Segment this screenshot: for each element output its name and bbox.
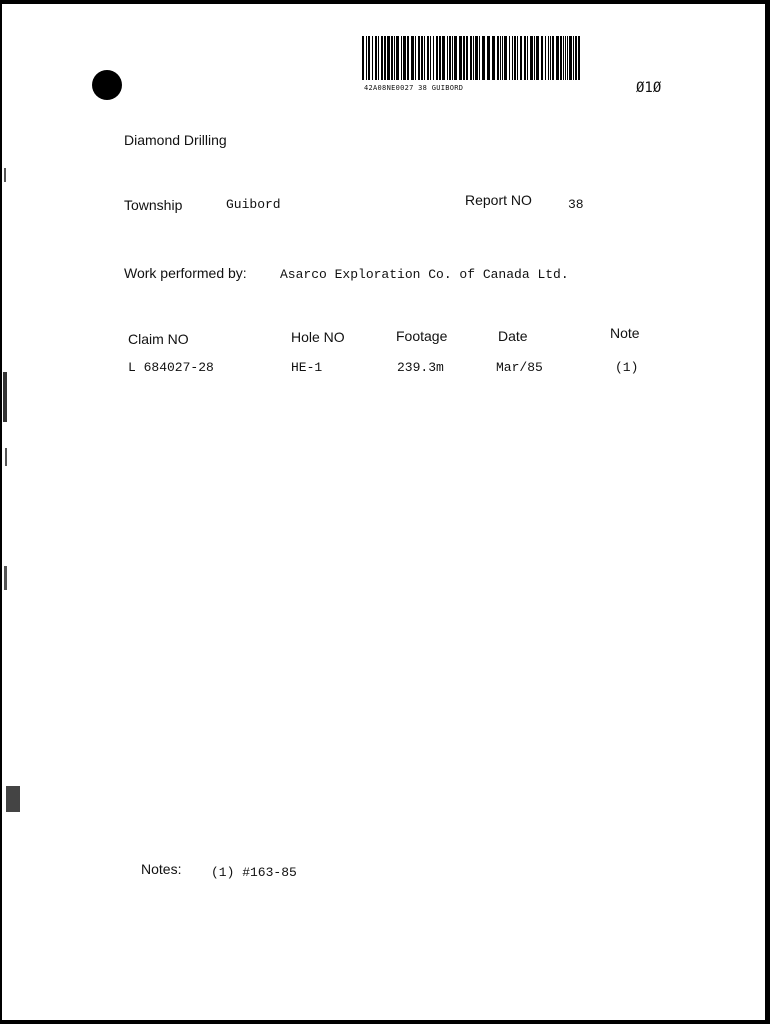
township-value: Guibord xyxy=(226,197,281,212)
report-number-value: 38 xyxy=(568,197,584,212)
barcode-bar xyxy=(436,36,438,80)
column-header-hole: Hole NO xyxy=(291,329,345,345)
barcode-bar xyxy=(509,36,510,80)
scan-speck xyxy=(6,786,20,812)
barcode-bar xyxy=(391,36,393,80)
barcode xyxy=(362,36,580,80)
scan-border-right xyxy=(765,0,770,1024)
scan-speck xyxy=(4,168,6,182)
barcode-bar xyxy=(415,36,416,80)
cell-claim: L 684027-28 xyxy=(128,360,214,375)
barcode-bar xyxy=(517,36,518,80)
barcode-bar xyxy=(497,36,499,80)
barcode-bar xyxy=(504,36,507,80)
scan-border-top xyxy=(0,0,770,4)
barcode-bar xyxy=(502,36,503,80)
barcode-bar xyxy=(492,36,495,80)
scan-border-left xyxy=(0,0,2,1024)
barcode-bar xyxy=(563,36,564,80)
barcode-bar xyxy=(541,36,543,80)
barcode-caption: 42A08NE0027 38 GUIBORD xyxy=(364,84,464,92)
barcode-bar xyxy=(556,36,559,80)
barcode-bar xyxy=(411,36,414,80)
column-header-claim: Claim NO xyxy=(128,331,189,347)
barcode-bar xyxy=(565,36,566,80)
barcode-bar xyxy=(578,36,580,80)
barcode-bar xyxy=(569,36,572,80)
barcode-bar xyxy=(527,36,528,80)
barcode-bar xyxy=(573,36,574,80)
barcode-bar xyxy=(530,36,533,80)
barcode-bar xyxy=(514,36,516,80)
barcode-bar xyxy=(560,36,562,80)
report-number-label: Report NO xyxy=(465,192,532,208)
barcode-bar xyxy=(459,36,462,80)
barcode-bar xyxy=(454,36,457,80)
barcode-bar xyxy=(384,36,386,80)
note-item: (1) #163-85 xyxy=(211,865,297,880)
work-performed-value: Asarco Exploration Co. of Canada Ltd. xyxy=(280,267,569,282)
barcode-bar xyxy=(567,36,568,80)
cell-hole: HE-1 xyxy=(291,360,323,375)
barcode-bar xyxy=(479,36,480,80)
barcode-bar xyxy=(500,36,501,80)
barcode-bar xyxy=(424,36,425,80)
barcode-bar xyxy=(447,36,448,80)
cell-note: (1) xyxy=(615,360,639,375)
barcode-bar xyxy=(375,36,377,80)
barcode-bar xyxy=(407,36,409,80)
barcode-bar xyxy=(439,36,441,80)
barcode-bar xyxy=(381,36,383,80)
barcode-bar xyxy=(534,36,535,80)
barcode-bar xyxy=(463,36,465,80)
barcode-bar xyxy=(366,36,367,80)
barcode-bar xyxy=(512,36,513,80)
barcode-bar xyxy=(418,36,420,80)
column-header-footage: Footage xyxy=(396,328,448,344)
page-code: Ø1Ø xyxy=(636,80,662,96)
scan-speck xyxy=(3,372,7,422)
barcode-bar xyxy=(401,36,402,80)
township-label: Township xyxy=(124,197,183,213)
barcode-bar xyxy=(550,36,551,80)
cell-date: Mar/85 xyxy=(496,360,543,375)
barcode-bar xyxy=(372,36,373,80)
barcode-bar xyxy=(442,36,445,80)
scan-speck xyxy=(5,448,7,466)
barcode-bar xyxy=(482,36,485,80)
barcode-bar xyxy=(449,36,451,80)
scan-speck xyxy=(4,566,7,590)
barcode-bar xyxy=(524,36,526,80)
barcode-bar xyxy=(487,36,490,80)
column-header-date: Date xyxy=(498,328,528,344)
barcode-bar xyxy=(475,36,478,80)
notes-label: Notes: xyxy=(141,861,182,877)
column-header-note: Note xyxy=(610,325,640,341)
barcode-bar xyxy=(473,36,474,80)
barcode-bar xyxy=(430,36,431,80)
cell-footage: 239.3m xyxy=(397,360,444,375)
barcode-bar xyxy=(396,36,399,80)
document-title: Diamond Drilling xyxy=(124,132,227,148)
barcode-bar xyxy=(452,36,453,80)
barcode-bar xyxy=(548,36,549,80)
barcode-bar xyxy=(394,36,395,80)
barcode-bar xyxy=(536,36,539,80)
barcode-bar xyxy=(362,36,364,80)
barcode-bar xyxy=(433,36,434,80)
work-performed-label: Work performed by: xyxy=(124,265,247,281)
barcode-bar xyxy=(552,36,554,80)
barcode-bar xyxy=(368,36,370,80)
barcode-bar xyxy=(466,36,468,80)
barcode-bar xyxy=(387,36,390,80)
barcode-bar xyxy=(520,36,522,80)
barcode-bar xyxy=(470,36,472,80)
punch-hole-mark xyxy=(92,70,122,100)
barcode-bar xyxy=(403,36,406,80)
barcode-bar xyxy=(378,36,379,80)
barcode-bar xyxy=(545,36,546,80)
barcode-bar xyxy=(421,36,423,80)
barcode-bar xyxy=(575,36,577,80)
barcode-bar xyxy=(427,36,429,80)
scan-border-bottom xyxy=(0,1020,770,1024)
